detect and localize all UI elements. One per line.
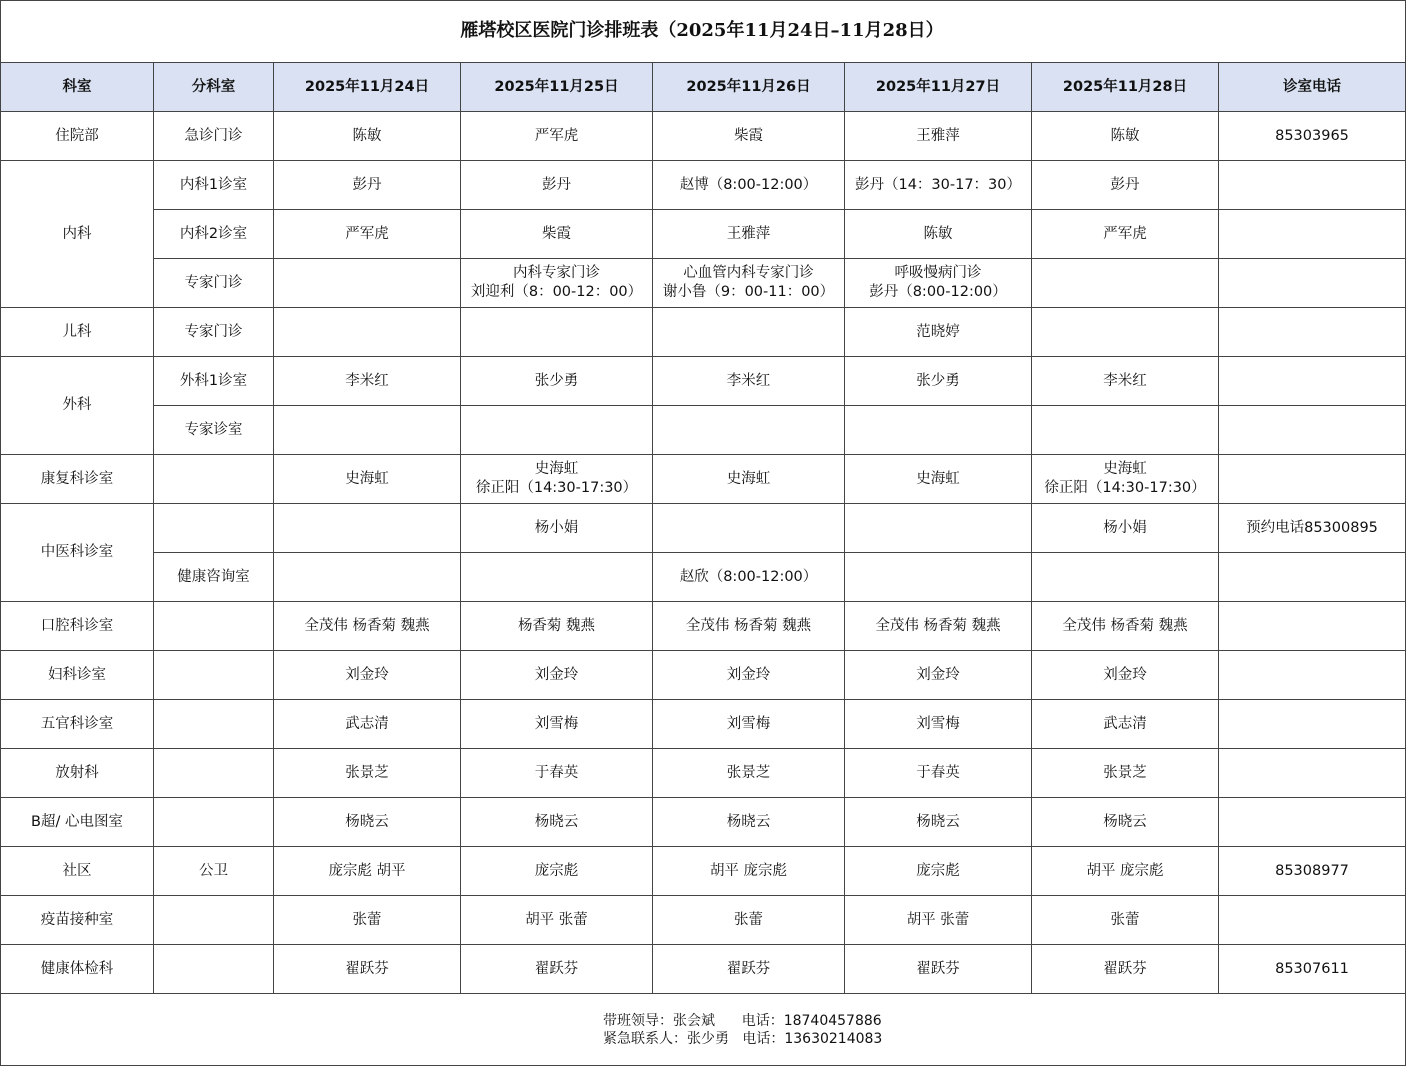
doctor-cell: 于春英 xyxy=(845,749,1032,798)
doctor-cell xyxy=(1032,406,1219,455)
doctor-cell: 刘金玲 xyxy=(461,651,653,700)
table-row xyxy=(1,161,1406,210)
doctor-cell xyxy=(1032,259,1219,308)
phone-cell xyxy=(1219,749,1406,798)
subdept-cell: 健康咨询室 xyxy=(154,553,274,602)
duty-leader-phone: 电话：18740457886 xyxy=(741,1013,882,1029)
doctor-cell: 刘金玲 xyxy=(845,651,1032,700)
doctor-cell: 严军虎 xyxy=(1032,210,1219,259)
doctor-cell xyxy=(461,553,653,602)
footer xyxy=(0,1004,1404,1062)
phone-cell: 预约电话85300895 xyxy=(1219,504,1406,553)
doctor-cell xyxy=(1032,553,1219,602)
dept-cell: 儿科 xyxy=(1,308,154,357)
doctor-cell: 刘金玲 xyxy=(653,651,845,700)
doctor-name: 史海虹 xyxy=(534,461,579,477)
subdept-cell xyxy=(154,945,274,994)
doctor-cell: 于春英 xyxy=(461,749,653,798)
table-row xyxy=(1,651,1406,700)
doctor-cell: 李米红 xyxy=(653,357,845,406)
doctor-cell: 刘雪梅 xyxy=(653,700,845,749)
table-row xyxy=(1,504,1406,553)
doctor-cell: 杨晓云 xyxy=(461,798,653,847)
dept-cell: B超/ 心电图室 xyxy=(1,798,154,847)
table-row xyxy=(1,700,1406,749)
doctor-cell: 庞宗彪 胡平 xyxy=(274,847,461,896)
doctor-cell: 武志清 xyxy=(1032,700,1219,749)
table-row xyxy=(1,749,1406,798)
doctor-cell: 李米红 xyxy=(274,357,461,406)
dept-cell: 五官科诊室 xyxy=(1,700,154,749)
phone-cell xyxy=(1219,455,1406,504)
subdept-cell xyxy=(154,651,274,700)
doctor-cell: 王雅萍 xyxy=(653,210,845,259)
doctor-cell: 杨晓云 xyxy=(274,798,461,847)
doctor-cell: 翟跃芬 xyxy=(653,945,845,994)
subdept-cell: 急诊门诊 xyxy=(154,112,274,161)
phone-cell: 85307611 xyxy=(1219,945,1406,994)
subdept-cell: 专家门诊 xyxy=(154,259,274,308)
doctor-cell: 刘雪梅 xyxy=(461,700,653,749)
doctor-cell: 史海虹 xyxy=(845,455,1032,504)
phone-cell xyxy=(1219,700,1406,749)
dept-cell: 住院部 xyxy=(1,112,154,161)
doctor-cell: 李米红 xyxy=(1032,357,1219,406)
table-row xyxy=(1,210,1406,259)
doctor-cell: 刘金玲 xyxy=(1032,651,1219,700)
doctor-cell xyxy=(461,259,653,308)
table-row xyxy=(1,602,1406,651)
col-header-day3: 2025年11月26日 xyxy=(653,63,845,112)
col-header-phone: 诊室电话 xyxy=(1219,63,1406,112)
doctor-cell xyxy=(653,504,845,553)
dept-cell: 康复科诊室 xyxy=(1,455,154,504)
phone-cell xyxy=(1219,602,1406,651)
subdept-cell: 公卫 xyxy=(154,847,274,896)
doctor-cell xyxy=(845,406,1032,455)
doctor-name: 彭丹（8:00-12:00） xyxy=(869,284,1007,300)
dept-cell: 妇科诊室 xyxy=(1,651,154,700)
clinic-label: 内科专家门诊 xyxy=(513,265,600,281)
table-row xyxy=(1,406,1406,455)
doctor-cell: 全茂伟 杨香菊 魏燕 xyxy=(274,602,461,651)
doctor-name: 史海虹 xyxy=(1103,461,1147,477)
subdept-cell xyxy=(154,896,274,945)
phone-cell xyxy=(1219,161,1406,210)
phone-cell xyxy=(1219,210,1406,259)
col-header-day5: 2025年11月28日 xyxy=(1032,63,1219,112)
dept-cell: 口腔科诊室 xyxy=(1,602,154,651)
table-row xyxy=(1,259,1406,308)
phone-cell xyxy=(1219,357,1406,406)
doctor-cell xyxy=(274,406,461,455)
subdept-cell xyxy=(154,749,274,798)
doctor-cell: 张景芝 xyxy=(274,749,461,798)
doctor-cell: 杨晓云 xyxy=(1032,798,1219,847)
phone-cell: 85303965 xyxy=(1219,112,1406,161)
doctor-cell: 张少勇 xyxy=(845,357,1032,406)
doctor-cell: 赵博（8:00-12:00） xyxy=(653,161,845,210)
subdept-cell xyxy=(154,798,274,847)
doctor-cell xyxy=(653,406,845,455)
subdept-cell: 专家门诊 xyxy=(154,308,274,357)
doctor-cell xyxy=(845,553,1032,602)
col-header-day2: 2025年11月25日 xyxy=(461,63,653,112)
doctor-name: 徐正阳（14:30-17:30） xyxy=(1044,480,1206,496)
doctor-name: 徐正阳（14:30-17:30） xyxy=(475,480,638,496)
doctor-cell: 翟跃芬 xyxy=(461,945,653,994)
schedule-table xyxy=(0,62,1406,994)
emergency-contact: 紧急联系人：张少勇 xyxy=(603,1031,729,1047)
doctor-cell: 翟跃芬 xyxy=(274,945,461,994)
doctor-cell xyxy=(274,553,461,602)
doctor-cell: 翟跃芬 xyxy=(1032,945,1219,994)
subdept-cell: 专家诊室 xyxy=(154,406,274,455)
doctor-cell: 武志清 xyxy=(274,700,461,749)
doctor-name: 谢小鲁（9：00-11：00） xyxy=(662,284,835,300)
doctor-cell: 全茂伟 杨香菊 魏燕 xyxy=(845,602,1032,651)
page-title: 雁塔校区医院门诊排班表（2025年11月24日–11月28日） xyxy=(460,20,944,41)
header-row xyxy=(1,63,1406,112)
doctor-cell xyxy=(845,259,1032,308)
clinic-label: 呼吸慢病门诊 xyxy=(894,265,982,281)
col-header-day4: 2025年11月27日 xyxy=(845,63,1032,112)
doctor-cell: 陈敏 xyxy=(1032,112,1219,161)
doctor-cell: 胡平 庞宗彪 xyxy=(653,847,845,896)
doctor-cell: 杨小娟 xyxy=(1032,504,1219,553)
doctor-cell: 杨晓云 xyxy=(653,798,845,847)
doctor-cell: 庞宗彪 xyxy=(845,847,1032,896)
doctor-cell: 彭丹（14：30-17：30） xyxy=(845,161,1032,210)
doctor-cell: 陈敏 xyxy=(274,112,461,161)
col-header-day1: 2025年11月24日 xyxy=(274,63,461,112)
subdept-cell: 外科1诊室 xyxy=(154,357,274,406)
doctor-cell xyxy=(653,259,845,308)
duty-leader: 带班领导：张会斌 xyxy=(603,1013,715,1029)
phone-cell xyxy=(1219,259,1406,308)
table-row xyxy=(1,945,1406,994)
doctor-cell xyxy=(274,259,461,308)
col-header-subdept: 分科室 xyxy=(154,63,274,112)
col-header-dept: 科室 xyxy=(1,63,154,112)
doctor-cell: 柴霞 xyxy=(653,112,845,161)
doctor-cell xyxy=(274,308,461,357)
phone-cell xyxy=(1219,798,1406,847)
doctor-cell xyxy=(1032,455,1219,504)
doctor-cell: 张蕾 xyxy=(274,896,461,945)
table-row xyxy=(1,455,1406,504)
doctor-cell: 王雅萍 xyxy=(845,112,1032,161)
doctor-cell xyxy=(461,406,653,455)
subdept-cell xyxy=(154,455,274,504)
doctor-cell: 张蕾 xyxy=(653,896,845,945)
emergency-contact-phone: 电话：13630214083 xyxy=(742,1031,883,1047)
doctor-cell: 张景芝 xyxy=(1032,749,1219,798)
doctor-cell: 严军虎 xyxy=(274,210,461,259)
doctor-cell: 彭丹 xyxy=(461,161,653,210)
doctor-cell: 张蕾 xyxy=(1032,896,1219,945)
table-row xyxy=(1,798,1406,847)
doctor-cell: 胡平 张蕾 xyxy=(845,896,1032,945)
dept-cell: 放射科 xyxy=(1,749,154,798)
table-row xyxy=(1,896,1406,945)
phone-cell xyxy=(1219,896,1406,945)
doctor-cell: 庞宗彪 xyxy=(461,847,653,896)
doctor-cell: 刘金玲 xyxy=(274,651,461,700)
doctor-cell: 张少勇 xyxy=(461,357,653,406)
dept-cell: 健康体检科 xyxy=(1,945,154,994)
table-row xyxy=(1,847,1406,896)
doctor-cell xyxy=(1032,308,1219,357)
doctor-cell: 史海虹 xyxy=(653,455,845,504)
doctor-cell: 胡平 张蕾 xyxy=(461,896,653,945)
clinic-label: 心血管内科专家门诊 xyxy=(683,265,814,281)
emergency-contact-line xyxy=(603,1030,882,1049)
doctor-cell: 彭丹 xyxy=(274,161,461,210)
doctor-cell xyxy=(461,455,653,504)
subdept-cell xyxy=(154,504,274,553)
doctor-name: 刘迎利（8：00-12：00） xyxy=(470,284,643,300)
table-row xyxy=(1,112,1406,161)
dept-cell: 中医科诊室 xyxy=(1,504,154,602)
table-row xyxy=(1,553,1406,602)
phone-cell xyxy=(1219,406,1406,455)
doctor-cell: 杨香菊 魏燕 xyxy=(461,602,653,651)
doctor-cell xyxy=(274,504,461,553)
dept-cell: 外科 xyxy=(1,357,154,455)
doctor-cell xyxy=(653,308,845,357)
dept-cell: 内科 xyxy=(1,161,154,308)
doctor-cell: 史海虹 xyxy=(274,455,461,504)
doctor-cell: 胡平 庞宗彪 xyxy=(1032,847,1219,896)
doctor-cell: 刘雪梅 xyxy=(845,700,1032,749)
subdept-cell xyxy=(154,700,274,749)
phone-cell: 85308977 xyxy=(1219,847,1406,896)
subdept-cell: 内科1诊室 xyxy=(154,161,274,210)
subdept-cell xyxy=(154,602,274,651)
phone-cell xyxy=(1219,651,1406,700)
subdept-cell: 内科2诊室 xyxy=(154,210,274,259)
doctor-cell xyxy=(845,504,1032,553)
doctor-cell: 范晓婷 xyxy=(845,308,1032,357)
doctor-cell: 全茂伟 杨香菊 魏燕 xyxy=(653,602,845,651)
phone-cell xyxy=(1219,553,1406,602)
doctor-cell: 全茂伟 杨香菊 魏燕 xyxy=(1032,602,1219,651)
phone-cell xyxy=(1219,308,1406,357)
doctor-cell: 杨小娟 xyxy=(461,504,653,553)
doctor-cell: 陈敏 xyxy=(845,210,1032,259)
doctor-cell: 张景芝 xyxy=(653,749,845,798)
doctor-cell xyxy=(461,308,653,357)
doctor-cell: 翟跃芬 xyxy=(845,945,1032,994)
doctor-cell: 杨晓云 xyxy=(845,798,1032,847)
doctor-cell: 彭丹 xyxy=(1032,161,1219,210)
duty-leader-line xyxy=(603,1012,882,1031)
table-row xyxy=(1,308,1406,357)
doctor-cell: 柴霞 xyxy=(461,210,653,259)
dept-cell: 疫苗接种室 xyxy=(1,896,154,945)
table-row xyxy=(1,357,1406,406)
doctor-cell: 赵欣（8:00-12:00） xyxy=(653,553,845,602)
doctor-cell: 严军虎 xyxy=(461,112,653,161)
dept-cell: 社区 xyxy=(1,847,154,896)
